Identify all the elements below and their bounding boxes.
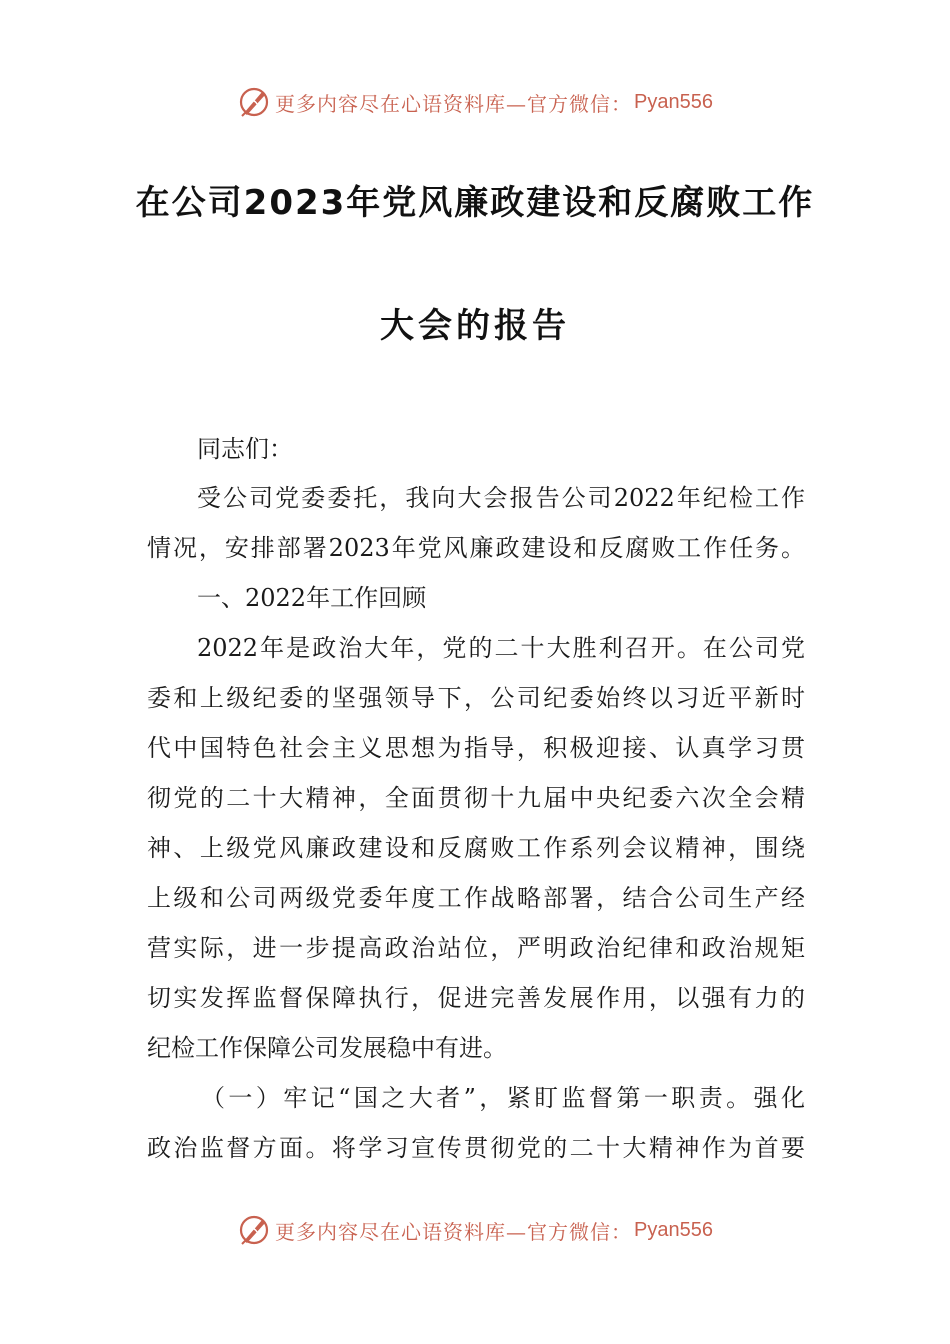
paragraph-2-line-7: 营实际，进一步提高政治站位，严明政治纪律和政治规矩 (147, 934, 805, 962)
document-title-line-2: 大会的报告 (380, 306, 570, 346)
paragraph-2-line-3: 代中国特色社会主义思想为指导，积极迎接、认真学习贯 (147, 734, 805, 762)
paragraph-2-line-5: 神、上级党风廉政建设和反腐败工作系列会议精神，围绕 (147, 834, 805, 862)
section-1-heading: 一、2022年工作回顾 (197, 584, 427, 612)
document-title-line-1: 在公司2023年党风廉政建设和反腐败工作 (135, 183, 815, 223)
paragraph-2-line-2: 委和上级纪委的坚强领导下，公司纪委始终以习近平新时 (147, 684, 805, 712)
paragraph-3-line-2: 政治监督方面。将学习宣传贯彻党的二十大精神作为首要 (147, 1134, 805, 1162)
paragraph-2-line-1: 2022年是政治大年，党的二十大胜利召开。在公司党 (197, 634, 805, 662)
header-banner (0, 82, 950, 122)
paragraph-1-line-2: 情况，安排部署2023年党风廉政建设和反腐败工作任务。 (147, 534, 805, 562)
quill-pen-logo-icon (237, 85, 271, 119)
quill-pen-logo-icon (237, 1213, 271, 1247)
paragraph-2-line-4: 彻党的二十大精神，全面贯彻十九届中央纪委六次全会精 (147, 784, 805, 812)
banner-text: 更多内容尽在心语资料库—官方微信： (275, 1219, 633, 1244)
paragraph-3-line-1: （一）牢记“国之大者”，紧盯监督第一职责。强化 (201, 1084, 805, 1112)
banner-wechat-id: Pyan556 (634, 1218, 713, 1241)
salutation: 同志们： (197, 435, 293, 463)
banner-wechat-id: Pyan556 (634, 90, 713, 113)
banner-text: 更多内容尽在心语资料库—官方微信： (275, 91, 633, 116)
paragraph-2-line-9: 纪检工作保障公司发展稳中有进。 (147, 1034, 507, 1062)
paragraph-1-line-1: 受公司党委委托，我向大会报告公司2022年纪检工作 (197, 484, 805, 512)
footer-banner (0, 1210, 950, 1250)
paragraph-2-line-6: 上级和公司两级党委年度工作战略部署，结合公司生产经 (147, 884, 805, 912)
paragraph-2-line-8: 切实发挥监督保障执行，促进完善发展作用，以强有力的 (147, 984, 805, 1012)
